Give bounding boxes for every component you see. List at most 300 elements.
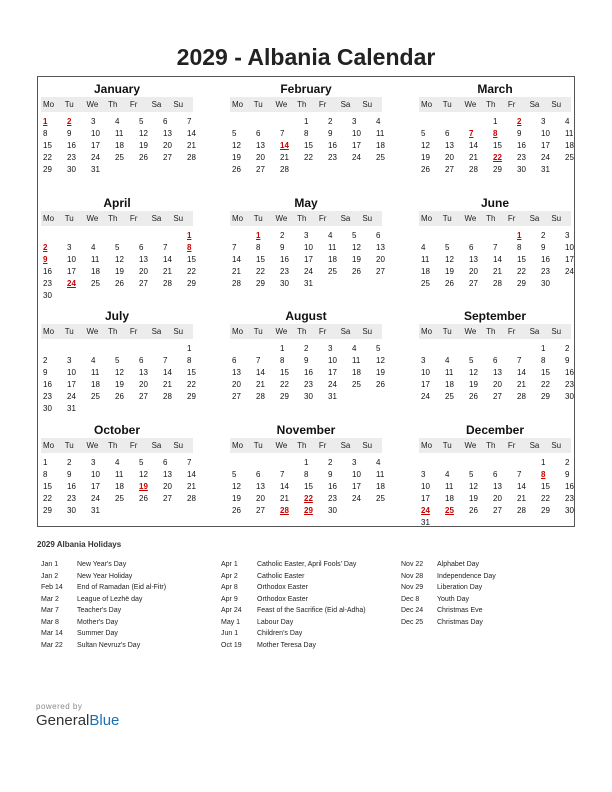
empty-cell bbox=[443, 343, 467, 355]
weekday-label: Mo bbox=[421, 100, 433, 109]
weekday-header bbox=[230, 97, 382, 112]
day-cell: 11 bbox=[445, 368, 454, 377]
weekday-label: We bbox=[86, 214, 99, 223]
day-cell: 13 bbox=[139, 255, 148, 264]
day-cell: 11 bbox=[565, 129, 574, 138]
day-cell: 13 bbox=[493, 482, 502, 491]
holiday-day: 28 bbox=[280, 506, 289, 515]
brand-logo[interactable] bbox=[36, 712, 119, 729]
day-cell: 14 bbox=[163, 368, 172, 377]
weekday-label: Th bbox=[108, 441, 118, 450]
day-cell: 23 bbox=[541, 267, 550, 276]
holiday-entry bbox=[401, 582, 496, 594]
holiday-name: Summer Day bbox=[77, 630, 118, 637]
day-cell: 13 bbox=[493, 368, 502, 377]
month-name: December bbox=[465, 423, 525, 437]
holiday-day: 2 bbox=[67, 117, 72, 126]
day-cell: 26 bbox=[232, 506, 241, 515]
day-cell: 14 bbox=[469, 141, 478, 150]
day-cell: 28 bbox=[469, 165, 478, 174]
weekday-label: Sa bbox=[340, 100, 351, 109]
holiday-day: 22 bbox=[493, 153, 502, 162]
day-cell: 17 bbox=[67, 380, 76, 389]
day-cell: 17 bbox=[565, 255, 574, 264]
month-august bbox=[230, 308, 385, 403]
day-cell: 25 bbox=[328, 267, 337, 276]
weekday-label: Sa bbox=[151, 100, 162, 109]
day-cell: 22 bbox=[541, 494, 550, 503]
empty-cell bbox=[230, 116, 254, 128]
day-cell: 24 bbox=[91, 153, 100, 162]
holiday-name: Orthodox Easter bbox=[257, 595, 308, 603]
day-cell: 10 bbox=[565, 243, 574, 252]
day-cell: 14 bbox=[256, 368, 265, 377]
day-cell: 3 bbox=[421, 356, 426, 365]
weekday-label: Th bbox=[486, 214, 496, 223]
day-cell: 23 bbox=[67, 494, 76, 503]
day-cell: 20 bbox=[163, 141, 172, 150]
day-cell: 7 bbox=[163, 356, 168, 365]
day-cell: 19 bbox=[115, 267, 124, 276]
brand-general: General bbox=[36, 712, 90, 729]
weekday-label: Fr bbox=[507, 327, 516, 336]
day-cell: 21 bbox=[232, 267, 241, 276]
day-cell: 30 bbox=[67, 506, 76, 515]
day-cell: 8 bbox=[43, 470, 48, 479]
day-cell: 25 bbox=[91, 392, 100, 401]
holiday-date: Feb 14 bbox=[41, 584, 63, 591]
day-cell: 23 bbox=[67, 153, 76, 162]
day-cell: 3 bbox=[91, 117, 96, 126]
day-grid bbox=[41, 116, 196, 176]
day-cell: 4 bbox=[376, 458, 381, 467]
holiday-date: Mar 7 bbox=[41, 607, 59, 614]
day-cell: 25 bbox=[376, 153, 385, 162]
day-cell: 28 bbox=[517, 506, 526, 515]
weekday-label: Su bbox=[173, 327, 184, 336]
day-cell: 25 bbox=[115, 494, 124, 503]
day-cell: 31 bbox=[91, 165, 100, 174]
day-cell: 24 bbox=[67, 392, 76, 401]
weekday-label: Tu bbox=[253, 100, 263, 109]
day-cell: 17 bbox=[67, 267, 76, 276]
empty-cell bbox=[467, 116, 491, 128]
weekday-label: Mo bbox=[43, 214, 55, 223]
empty-cell bbox=[278, 116, 302, 128]
day-cell: 26 bbox=[421, 165, 430, 174]
empty-cell bbox=[65, 343, 89, 355]
empty-cell bbox=[65, 230, 89, 242]
day-cell: 4 bbox=[91, 243, 96, 252]
weekday-label: Mo bbox=[43, 100, 55, 109]
weekday-label: Su bbox=[551, 214, 562, 223]
weekday-label: Tu bbox=[442, 100, 452, 109]
day-cell: 7 bbox=[187, 117, 192, 126]
day-cell: 6 bbox=[445, 129, 450, 138]
empty-cell bbox=[89, 343, 113, 355]
holiday-date: Apr 9 bbox=[221, 595, 238, 603]
weekday-label: Tu bbox=[442, 441, 452, 450]
day-cell: 24 bbox=[565, 267, 574, 276]
day-cell: 15 bbox=[43, 482, 52, 491]
holiday-name: Mother Teresa Day bbox=[257, 641, 317, 649]
day-cell: 24 bbox=[541, 153, 550, 162]
day-cell: 4 bbox=[421, 243, 426, 252]
day-cell: 9 bbox=[541, 243, 546, 252]
day-cell: 29 bbox=[43, 506, 52, 515]
day-cell: 16 bbox=[304, 368, 313, 377]
day-cell: 29 bbox=[541, 392, 550, 401]
day-cell: 9 bbox=[43, 368, 48, 377]
day-cell: 9 bbox=[565, 470, 570, 479]
day-cell: 21 bbox=[280, 153, 289, 162]
holiday-day: 1 bbox=[187, 231, 192, 240]
weekday-header bbox=[419, 211, 571, 226]
holiday-column bbox=[41, 559, 166, 651]
day-cell: 9 bbox=[328, 470, 333, 479]
day-cell: 15 bbox=[187, 368, 196, 377]
day-cell: 6 bbox=[139, 356, 144, 365]
day-cell: 16 bbox=[280, 255, 289, 264]
empty-cell bbox=[254, 116, 278, 128]
holiday-entry bbox=[41, 559, 166, 571]
day-cell: 27 bbox=[163, 153, 172, 162]
day-cell: 28 bbox=[256, 392, 265, 401]
day-cell: 31 bbox=[541, 165, 550, 174]
month-february bbox=[230, 81, 385, 176]
empty-cell bbox=[278, 457, 302, 469]
month-july bbox=[41, 308, 196, 415]
day-cell: 28 bbox=[163, 279, 172, 288]
holiday-entry bbox=[41, 582, 166, 594]
day-cell: 19 bbox=[232, 494, 241, 503]
holiday-name: Orthodox Easter bbox=[257, 584, 308, 591]
holiday-date: Dec 8 bbox=[401, 595, 420, 603]
day-cell: 11 bbox=[376, 470, 385, 479]
empty-cell bbox=[230, 230, 254, 242]
day-cell: 10 bbox=[91, 470, 100, 479]
day-cell: 8 bbox=[304, 470, 309, 479]
holiday-entry bbox=[41, 617, 166, 629]
day-cell: 14 bbox=[187, 129, 196, 138]
weekday-label: Tu bbox=[442, 214, 452, 223]
month-name: May bbox=[294, 196, 318, 210]
day-cell: 3 bbox=[352, 117, 357, 126]
month-january bbox=[41, 81, 196, 176]
day-cell: 29 bbox=[187, 392, 196, 401]
day-cell: 27 bbox=[469, 279, 478, 288]
day-cell: 2 bbox=[328, 117, 333, 126]
day-cell: 12 bbox=[139, 129, 148, 138]
holiday-name: Catholic Easter, April Fools' Day bbox=[257, 561, 357, 568]
day-cell: 3 bbox=[352, 458, 357, 467]
holiday-name: Labour Day bbox=[257, 618, 294, 626]
weekday-label: Sa bbox=[529, 441, 540, 450]
holiday-day: 25 bbox=[445, 506, 454, 515]
day-cell: 18 bbox=[328, 255, 337, 264]
holiday-name: Catholic Easter bbox=[257, 572, 305, 580]
weekday-label: Su bbox=[173, 441, 184, 450]
day-cell: 7 bbox=[256, 356, 261, 365]
month-september bbox=[419, 308, 574, 403]
weekday-header bbox=[230, 324, 382, 339]
day-cell: 27 bbox=[139, 392, 148, 401]
holiday-name: Christmas Day bbox=[437, 618, 483, 626]
powered-by-text: powered by bbox=[36, 702, 83, 711]
weekday-label: Tu bbox=[253, 441, 263, 450]
day-cell: 21 bbox=[280, 494, 289, 503]
month-name: November bbox=[276, 423, 336, 437]
day-cell: 10 bbox=[352, 129, 361, 138]
day-cell: 26 bbox=[232, 165, 241, 174]
day-cell: 25 bbox=[421, 279, 430, 288]
holiday-date: May 1 bbox=[221, 618, 241, 626]
day-cell: 24 bbox=[91, 494, 100, 503]
holiday-date: Dec 24 bbox=[401, 607, 424, 614]
weekday-label: We bbox=[86, 100, 99, 109]
day-cell: 24 bbox=[352, 153, 361, 162]
month-november bbox=[230, 422, 385, 517]
day-cell: 23 bbox=[280, 267, 289, 276]
month-name: October bbox=[93, 423, 140, 437]
day-cell: 9 bbox=[67, 470, 72, 479]
day-cell: 13 bbox=[232, 368, 241, 377]
holiday-name: Christmas Eve bbox=[437, 607, 483, 614]
empty-cell bbox=[491, 230, 515, 242]
day-cell: 23 bbox=[304, 380, 313, 389]
weekday-header bbox=[41, 438, 193, 453]
holiday-day: 14 bbox=[280, 141, 289, 150]
day-cell: 25 bbox=[352, 380, 361, 389]
day-cell: 22 bbox=[43, 153, 52, 162]
day-cell: 19 bbox=[352, 255, 361, 264]
day-cell: 24 bbox=[421, 392, 430, 401]
empty-cell bbox=[89, 230, 113, 242]
day-cell: 6 bbox=[469, 243, 474, 252]
day-cell: 4 bbox=[91, 356, 96, 365]
day-cell: 5 bbox=[139, 458, 144, 467]
day-grid bbox=[41, 230, 196, 302]
day-cell: 17 bbox=[421, 380, 430, 389]
day-cell: 11 bbox=[352, 356, 361, 365]
day-cell: 11 bbox=[115, 470, 124, 479]
day-cell: 19 bbox=[445, 267, 454, 276]
day-cell: 18 bbox=[115, 482, 124, 491]
holiday-entry bbox=[221, 640, 366, 652]
day-cell: 7 bbox=[232, 243, 237, 252]
day-cell: 20 bbox=[493, 380, 502, 389]
day-cell: 7 bbox=[493, 243, 498, 252]
month-name: February bbox=[280, 82, 332, 96]
weekday-label: We bbox=[86, 327, 99, 336]
holiday-column bbox=[401, 559, 496, 628]
weekday-label: Th bbox=[108, 214, 118, 223]
day-cell: 18 bbox=[445, 380, 454, 389]
day-cell: 5 bbox=[115, 243, 120, 252]
holiday-entry bbox=[401, 605, 496, 617]
day-cell: 15 bbox=[256, 255, 265, 264]
weekday-label: Fr bbox=[129, 441, 138, 450]
day-cell: 8 bbox=[187, 356, 192, 365]
weekday-label: We bbox=[464, 327, 477, 336]
day-cell: 18 bbox=[421, 267, 430, 276]
weekday-label: Sa bbox=[151, 214, 162, 223]
day-cell: 29 bbox=[517, 279, 526, 288]
month-name: June bbox=[480, 196, 509, 210]
day-cell: 5 bbox=[139, 117, 144, 126]
weekday-label: Th bbox=[486, 441, 496, 450]
day-cell: 22 bbox=[517, 267, 526, 276]
day-cell: 10 bbox=[91, 129, 100, 138]
day-cell: 7 bbox=[280, 470, 285, 479]
day-cell: 22 bbox=[256, 267, 265, 276]
holiday-date: Oct 19 bbox=[221, 641, 242, 649]
weekday-header bbox=[230, 438, 382, 453]
month-name: July bbox=[104, 309, 129, 323]
day-cell: 29 bbox=[43, 165, 52, 174]
holiday-entry bbox=[401, 559, 496, 571]
weekday-label: Th bbox=[297, 100, 307, 109]
weekday-label: Mo bbox=[232, 327, 244, 336]
empty-cell bbox=[467, 343, 491, 355]
day-cell: 6 bbox=[493, 356, 498, 365]
day-cell: 5 bbox=[376, 344, 381, 353]
day-cell: 16 bbox=[43, 267, 52, 276]
holiday-name: Teacher's Day bbox=[77, 607, 122, 614]
day-cell: 31 bbox=[67, 404, 76, 413]
day-cell: 12 bbox=[139, 470, 148, 479]
day-cell: 20 bbox=[256, 153, 265, 162]
holiday-day: 19 bbox=[139, 482, 148, 491]
weekday-label: Sa bbox=[340, 441, 351, 450]
day-cell: 1 bbox=[280, 344, 285, 353]
day-cell: 18 bbox=[376, 482, 385, 491]
weekday-label: Th bbox=[108, 100, 118, 109]
day-cell: 15 bbox=[43, 141, 52, 150]
day-cell: 3 bbox=[67, 243, 72, 252]
day-cell: 4 bbox=[115, 117, 120, 126]
month-name: April bbox=[103, 196, 131, 210]
day-cell: 12 bbox=[469, 368, 478, 377]
page-title: 2029 - Albania Calendar bbox=[176, 44, 436, 70]
weekday-label: Su bbox=[362, 214, 373, 223]
holiday-day: 24 bbox=[67, 279, 76, 288]
day-cell: 26 bbox=[469, 506, 478, 515]
day-cell: 27 bbox=[493, 506, 502, 515]
day-cell: 3 bbox=[67, 356, 72, 365]
day-cell: 12 bbox=[376, 356, 385, 365]
day-cell: 28 bbox=[163, 392, 172, 401]
day-cell: 9 bbox=[328, 129, 333, 138]
day-cell: 17 bbox=[421, 494, 430, 503]
day-cell: 28 bbox=[187, 494, 196, 503]
day-cell: 4 bbox=[328, 231, 333, 240]
day-cell: 6 bbox=[256, 470, 261, 479]
day-cell: 15 bbox=[541, 368, 550, 377]
holiday-name: New Year Holiday bbox=[77, 572, 133, 580]
day-cell: 18 bbox=[91, 380, 100, 389]
empty-cell bbox=[443, 116, 467, 128]
empty-cell bbox=[230, 457, 254, 469]
weekday-label: We bbox=[464, 100, 477, 109]
empty-cell bbox=[230, 343, 254, 355]
day-cell: 31 bbox=[421, 518, 430, 527]
weekday-label: We bbox=[86, 441, 99, 450]
holiday-day: 1 bbox=[517, 231, 522, 240]
day-cell: 23 bbox=[43, 392, 52, 401]
empty-cell bbox=[161, 230, 185, 242]
day-cell: 5 bbox=[232, 470, 237, 479]
weekday-label: Su bbox=[173, 214, 184, 223]
holiday-date: Apr 8 bbox=[221, 584, 238, 591]
day-cell: 12 bbox=[469, 482, 478, 491]
day-cell: 9 bbox=[280, 243, 285, 252]
weekday-label: Su bbox=[362, 100, 373, 109]
holiday-date: Mar 22 bbox=[41, 641, 63, 649]
day-cell: 9 bbox=[565, 356, 570, 365]
holiday-entry bbox=[41, 571, 166, 583]
holiday-entry bbox=[221, 594, 366, 606]
weekday-label: Mo bbox=[232, 441, 244, 450]
weekday-label: Th bbox=[297, 214, 307, 223]
day-cell: 31 bbox=[91, 506, 100, 515]
day-cell: 2 bbox=[43, 356, 48, 365]
weekday-label: Su bbox=[173, 100, 184, 109]
day-cell: 26 bbox=[115, 279, 124, 288]
holiday-day: 1 bbox=[256, 231, 261, 240]
day-cell: 30 bbox=[304, 392, 313, 401]
day-cell: 1 bbox=[541, 344, 546, 353]
weekday-label: Su bbox=[551, 327, 562, 336]
day-grid bbox=[41, 343, 196, 415]
month-april bbox=[41, 195, 196, 302]
empty-cell bbox=[41, 230, 65, 242]
day-cell: 23 bbox=[43, 279, 52, 288]
day-cell: 22 bbox=[43, 494, 52, 503]
day-cell: 15 bbox=[493, 141, 502, 150]
holiday-name: Independence Day bbox=[437, 572, 496, 580]
holiday-entry bbox=[41, 594, 166, 606]
empty-cell bbox=[443, 457, 467, 469]
day-cell: 1 bbox=[43, 458, 48, 467]
day-cell: 10 bbox=[421, 368, 430, 377]
holiday-date: Nov 22 bbox=[401, 561, 424, 568]
day-cell: 19 bbox=[115, 380, 124, 389]
day-cell: 13 bbox=[163, 470, 172, 479]
weekday-label: Tu bbox=[64, 100, 74, 109]
holiday-day: 7 bbox=[469, 129, 474, 138]
weekday-label: Sa bbox=[151, 441, 162, 450]
day-cell: 16 bbox=[541, 255, 550, 264]
weekday-label: Mo bbox=[43, 327, 55, 336]
day-cell: 13 bbox=[163, 129, 172, 138]
day-cell: 2 bbox=[565, 458, 570, 467]
day-cell: 7 bbox=[517, 470, 522, 479]
empty-cell bbox=[491, 457, 515, 469]
day-cell: 20 bbox=[232, 380, 241, 389]
day-cell: 25 bbox=[445, 392, 454, 401]
day-cell: 19 bbox=[139, 141, 148, 150]
brand-blue: Blue bbox=[89, 712, 120, 729]
day-cell: 19 bbox=[469, 494, 478, 503]
holiday-entry bbox=[41, 628, 166, 640]
day-cell: 29 bbox=[493, 165, 502, 174]
weekday-label: Fr bbox=[129, 100, 138, 109]
day-cell: 24 bbox=[304, 267, 313, 276]
day-cell: 26 bbox=[469, 392, 478, 401]
weekday-label: Tu bbox=[253, 214, 263, 223]
day-cell: 16 bbox=[67, 482, 76, 491]
